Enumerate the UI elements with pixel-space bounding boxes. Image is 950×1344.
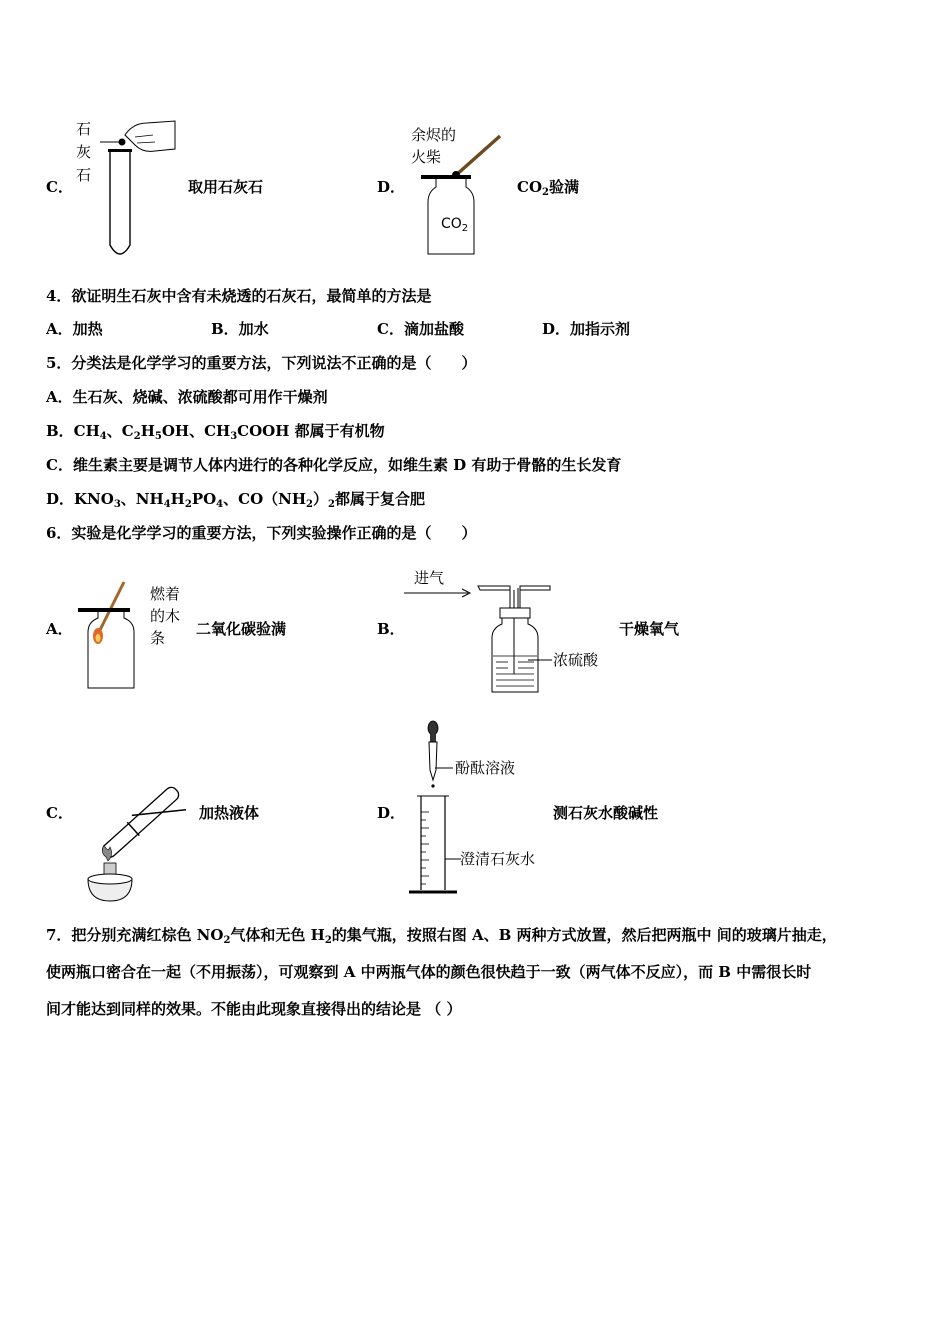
- q5-option-c: C．维生素主要是调节人体内进行的各种化学反应，如维生素 D 有助于骨骼的生长发育: [46, 456, 622, 474]
- q4-option-a: A．加热: [46, 320, 103, 338]
- q5-option-d: D．$KNO_3$、$NH_4H_2PO_4$、$CO(NH_2)_2$都属于复合肥: [46, 490, 425, 510]
- q3-option-d-label: $CO_2$验满: [517, 178, 579, 198]
- q6-option-d-label: 测石灰水酸碱性: [553, 804, 659, 822]
- dropper-cylinder-figure: [405, 720, 465, 902]
- q3-d-caption-1: 余烬的: [411, 126, 457, 144]
- q5-stem: 5．分类法是化学学习的重要方法，下列说法不正确的是（ ）: [46, 354, 477, 372]
- q6-option-a-letter: A．: [46, 620, 73, 638]
- test-tube-hand-figure: [95, 115, 185, 260]
- q6-b-caption-inlet: 进气: [414, 569, 445, 587]
- gas-washing-bottle-figure: [400, 584, 550, 696]
- q3-option-c-letter: C．: [46, 178, 73, 196]
- q6-option-c-letter: C．: [46, 804, 73, 822]
- q4-option-b: B．加水: [211, 320, 269, 338]
- q6-option-b-letter: B．: [377, 620, 405, 638]
- q6-a-caption-3: 条: [150, 629, 166, 647]
- q5-option-b: B．$CH_4$、$C_2H_5OH$、$CH_3COOH$ 都属于有机物: [46, 422, 385, 442]
- q4-stem: 4．欲证明生石灰中含有未烧透的石灰石，最简单的方法是: [46, 287, 432, 305]
- q4-option-c: C．滴加盐酸: [377, 320, 464, 338]
- q3-c-caption-2: 灰: [76, 143, 92, 161]
- q3-d-caption-2: 火柴: [411, 148, 442, 166]
- q6-a-caption-2: 的木: [150, 607, 181, 625]
- q6-option-a-label: 二氧化碳验满: [196, 620, 287, 638]
- q6-d-caption-limewater: 澄清石灰水: [460, 850, 536, 868]
- heating-liquid-figure: [78, 795, 193, 905]
- q6-stem: 6．实验是化学学习的重要方法，下列实验操作正确的是（ ）: [46, 524, 477, 542]
- burning-stick-bottle-figure: [76, 580, 146, 692]
- q6-option-d-letter: D．: [377, 804, 406, 822]
- q6-option-c-label: 加热液体: [199, 804, 260, 822]
- q3-c-caption-3: 石: [76, 166, 92, 184]
- q3-option-d-letter: D．: [377, 178, 406, 196]
- q5-option-a: A．生石灰、烧碱、浓硫酸都可用作干燥剂: [46, 388, 328, 406]
- q6-b-caption-acid: 浓硫酸: [553, 651, 599, 669]
- q7-line-2: 使两瓶口密合在一起（不用振荡），可观察到 A 中两瓶气体的颜色很快趋于一致（两气体不反应），而 B 中需很长时: [46, 963, 812, 981]
- co2-bottle-label: $CO_2$: [441, 216, 469, 234]
- q6-d-caption-indicator: 酚酞溶液: [455, 759, 516, 777]
- q4-option-d: D．加指示剂: [542, 320, 631, 338]
- q6-option-b-label: 干燥氧气: [619, 620, 680, 638]
- q7-line-1: 7．把分别充满红棕色 $NO_2$气体和无色 $H_2$的集气瓶，按照右图 A、B 两种方式放置，然后把两瓶中 间的玻璃片抽走，: [46, 926, 837, 946]
- q7-line-3: 间才能达到同样的效果。不能由此现象直接得出的结论是 （ ）: [46, 1000, 462, 1018]
- q6-a-caption-1: 燃着: [150, 585, 181, 603]
- co2-bottle-match-figure: [418, 132, 508, 262]
- q3-c-caption-1: 石: [76, 120, 92, 138]
- q3-option-c-label: 取用石灰石: [188, 178, 264, 196]
